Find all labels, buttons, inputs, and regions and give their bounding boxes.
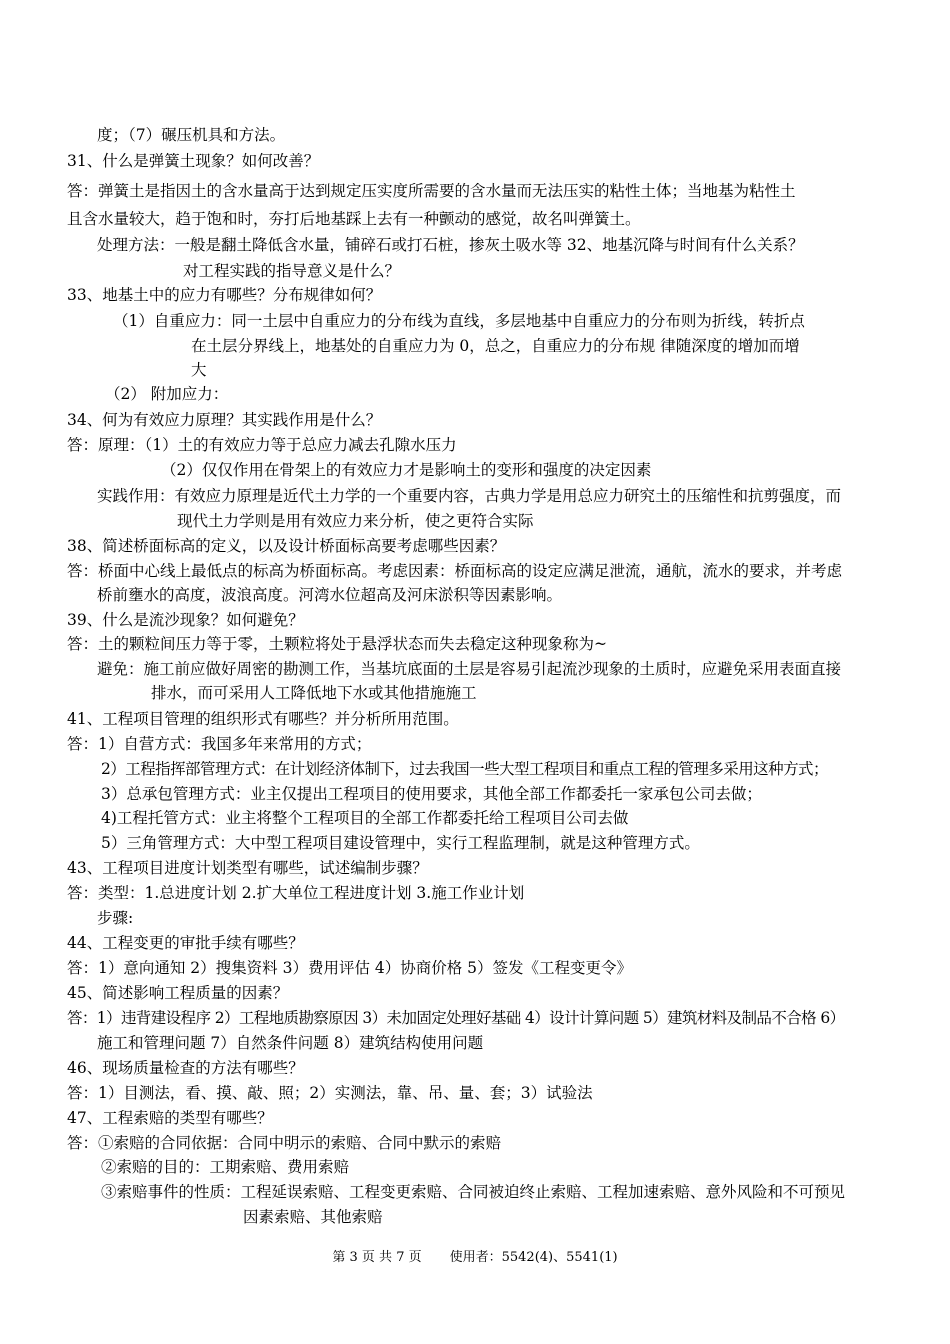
answer-line: 答：1）自营方式：我国多年来常用的方式； <box>67 735 372 753</box>
footer-user: 使用者：5542(4)、5541(1) <box>449 1250 618 1265</box>
answer-line: ②索赔的目的：工期索赔、费用索赔 <box>101 1158 350 1176</box>
question-heading: 46、现场质量检查的方法有哪些？ <box>67 1059 304 1077</box>
answer-line: （1）自重应力：同一土层中自重应力的分布线为直线，多层地基中自重应力的分布则为折线，转折点 <box>113 312 805 330</box>
page-footer <box>0 1249 950 1267</box>
question-heading: 31、什么是弹簧土现象？如何改善？ <box>67 152 320 170</box>
question-heading: 39、什么是流沙现象？如何避免？ <box>67 611 304 629</box>
page-number: 第 3 页 共 7 页 <box>332 1250 422 1265</box>
answer-line: 处理方法：一般是翻土降低含水量，铺碎石或打石桩，掺灰土吸水等 32、地基沉降与时间有什么关系？ <box>97 236 804 254</box>
question-heading: 41、工程项目管理的组织形式有哪些？并分析所用范围。 <box>67 710 459 728</box>
answer-line: 4)工程托管方式：业主将整个工程项目的全部工作都委托给工程项目公司去做 <box>101 809 629 827</box>
answer-line: 且含水量较大，趋于饱和时，夯打后地基踩上去有一种颤动的感觉，故名叫弹簧土。 <box>67 210 641 228</box>
question-heading: 47、工程索赔的类型有哪些？ <box>67 1109 273 1127</box>
answer-line: 步骤: <box>97 909 134 927</box>
answer-line: 3）总承包管理方式：业主仅提出工程项目的使用要求，其他全部工作都委托一家承包公司去做； <box>101 785 762 803</box>
text-line: 度；（7）碾压机具和方法。 <box>97 126 286 144</box>
answer-line: 桥前壅水的高度，波浪高度。河湾水位超高及河床淤积等因素影响。 <box>97 586 563 604</box>
answer-line: 因素索赔、其他索赔 <box>243 1208 383 1226</box>
answer-line: 答：桥面中心线上最低点的标高为桥面标高。考虑因素：桥面标高的设定应满足泄流，通航，流水的要求，并考虑 <box>67 562 843 580</box>
answer-line: 答：①索赔的合同依据：合同中明示的索赔、合同中默示的索赔 <box>67 1134 502 1152</box>
question-heading: 对工程实践的指导意义是什么？ <box>183 262 401 280</box>
answer-line: 答：弹簧土是指因土的含水量高于达到规定压实度所需要的含水量而无法压实的粘性土体；当地基为粘性土 <box>67 182 796 200</box>
answer-line: 排水，而可采用人工降低地下水或其他措施施工 <box>151 684 477 702</box>
answer-line: 答：原理：（1）土的有效应力等于总应力减去孔隙水压力 <box>67 436 457 454</box>
answer-line: 施工和管理问题 7）自然条件问题 8）建筑结构使用问题 <box>97 1034 484 1052</box>
answer-line: 答：1）违背建设程序 2）工程地质勘察原因 3）未加固定处理好基础 4）设计计算问题 5）建筑材料及制品不合格 6） <box>67 1009 845 1027</box>
question-heading: 34、何为有效应力原理？其实践作用是什么？ <box>67 411 382 429</box>
answer-line: 大 <box>191 361 207 379</box>
answer-line: 在土层分界线上，地基处的自重应力为 0，总之，自重应力的分布规 律随深度的增加而增 <box>191 337 800 355</box>
answer-line: 答：1）目测法，看、摸、敲、照；2）实测法，靠、吊、量、套；3）试验法 <box>67 1084 593 1102</box>
question-heading: 44、工程变更的审批手续有哪些？ <box>67 934 304 952</box>
answer-line: 2）工程指挥部管理方式：在计划经济体制下，过去我国一些大型工程项目和重点工程的管理多采用这种方式； <box>101 760 828 778</box>
question-heading: 38、简述桥面标高的定义，以及设计桥面标高要考虑哪些因素？ <box>67 537 506 555</box>
answer-line: 答：1）意向通知 2）搜集资料 3）费用评估 4）协商价格 5）签发《工程变更令》 <box>67 959 633 977</box>
answer-line: （2） 附加应力： <box>105 385 229 403</box>
answer-line: 避免：施工前应做好周密的勘测工作，当基坑底面的土层是容易引起流沙现象的土质时，应避免采用表面直接 <box>97 660 842 678</box>
answer-line: 实践作用：有效应力原理是近代土力学的一个重要内容，古典力学是用总应力研究土的压缩性和抗剪强度，而 <box>97 487 842 505</box>
answer-line: 答：类型：1.总进度计划 2.扩大单位工程进度计划 3.施工作业计划 <box>67 884 525 902</box>
question-heading: 33、地基土中的应力有哪些？分布规律如何？ <box>67 286 382 304</box>
question-heading: 45、简述影响工程质量的因素？ <box>67 984 289 1002</box>
answer-line: 现代土力学则是用有效应力来分析，使之更符合实际 <box>177 512 534 530</box>
answer-line: 5）三角管理方式：大中型工程项目建设管理中，实行工程监理制，就是这种管理方式。 <box>101 834 700 852</box>
answer-line: （2）仅仅作用在骨架上的有效应力才是影响土的变形和强度的决定因素 <box>161 461 652 479</box>
answer-line: ③索赔事件的性质：工程延误索赔、工程变更索赔、合同被迫终止索赔、工程加速索赔、意外风险和不可预见 <box>101 1183 846 1201</box>
question-heading: 43、工程项目进度计划类型有哪些，试述编制步骤？ <box>67 859 428 877</box>
answer-line: 答：土的颗粒间压力等于零，土颗粒将处于悬浮状态而失去稳定这种现象称为~ <box>67 635 607 653</box>
